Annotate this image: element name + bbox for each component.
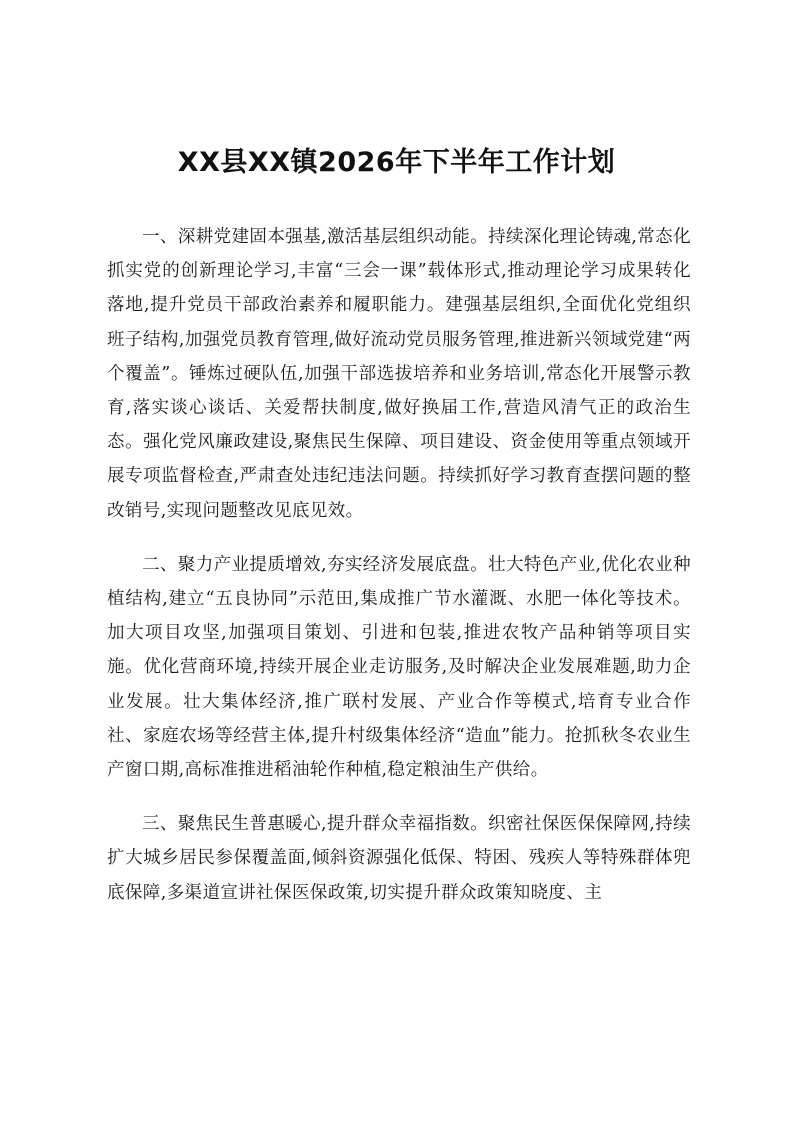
paragraph-party-building: 一、深耕党建固本强基,激活基层组织动能。持续深化理论铸魂,常态化抓实党的创新理论学习,丰富“三会一课”载体形式,推动理论学习成果转化落地,提升党员干部政治素养和履职能力。建强基层组织,全面优化党组织班子结构,加强党员教育管理,做好流动党员服务管理,推进新兴领域党建“两个覆盖”。锤炼过硬队伍,加强干部选拔培养和业务培训,常态化开展警示教育,落实谈心谈话、关爱帮扶制度,做好换届工作,营造风清气正的政治生态。强化党风廉政建设,聚焦民生保障、项目建设、资金使用等重点领域开展专项监督检查,严肃查处违纪违法问题。持续抓好学习教育查摆问题的整改销号,实现问题整改见底见效。 <box>107 227 691 521</box>
paragraph-livelihood: 三、聚焦民生普惠暖心,提升群众幸福指数。织密社保医保保障网,持续扩大城乡居民参保覆盖面,倾斜资源强化低保、特困、残疾人等特殊群体兜底保障,多渠道宣讲社保医保政策,切实提升群众政策知晓度、主 <box>107 814 691 903</box>
document-title: XX县XX镇2026年下半年工作计划 <box>177 147 616 178</box>
document-body <box>107 220 691 930</box>
paragraph-industry: 二、聚力产业提质增效,夯实经济发展底盘。壮大特色产业,优化农业种植结构,建立“五良协同”示范田,集成推广节水灌溉、水肥一体化等技术。加大项目攻坚,加强项目策划、引进和包装,推进农牧产品种销等项目实施。优化营商环境,持续开展企业走访服务,及时解决企业发展难题,助力企业发展。壮大集体经济,推广联村发展、产业合作等模式,培育专业合作社、家庭农场等经营主体,提升村级集体经济“造血”能力。抢抓秋冬农业生产窗口期,高标准推进稻油轮作种植,稳定粮油生产供给。 <box>107 554 691 781</box>
